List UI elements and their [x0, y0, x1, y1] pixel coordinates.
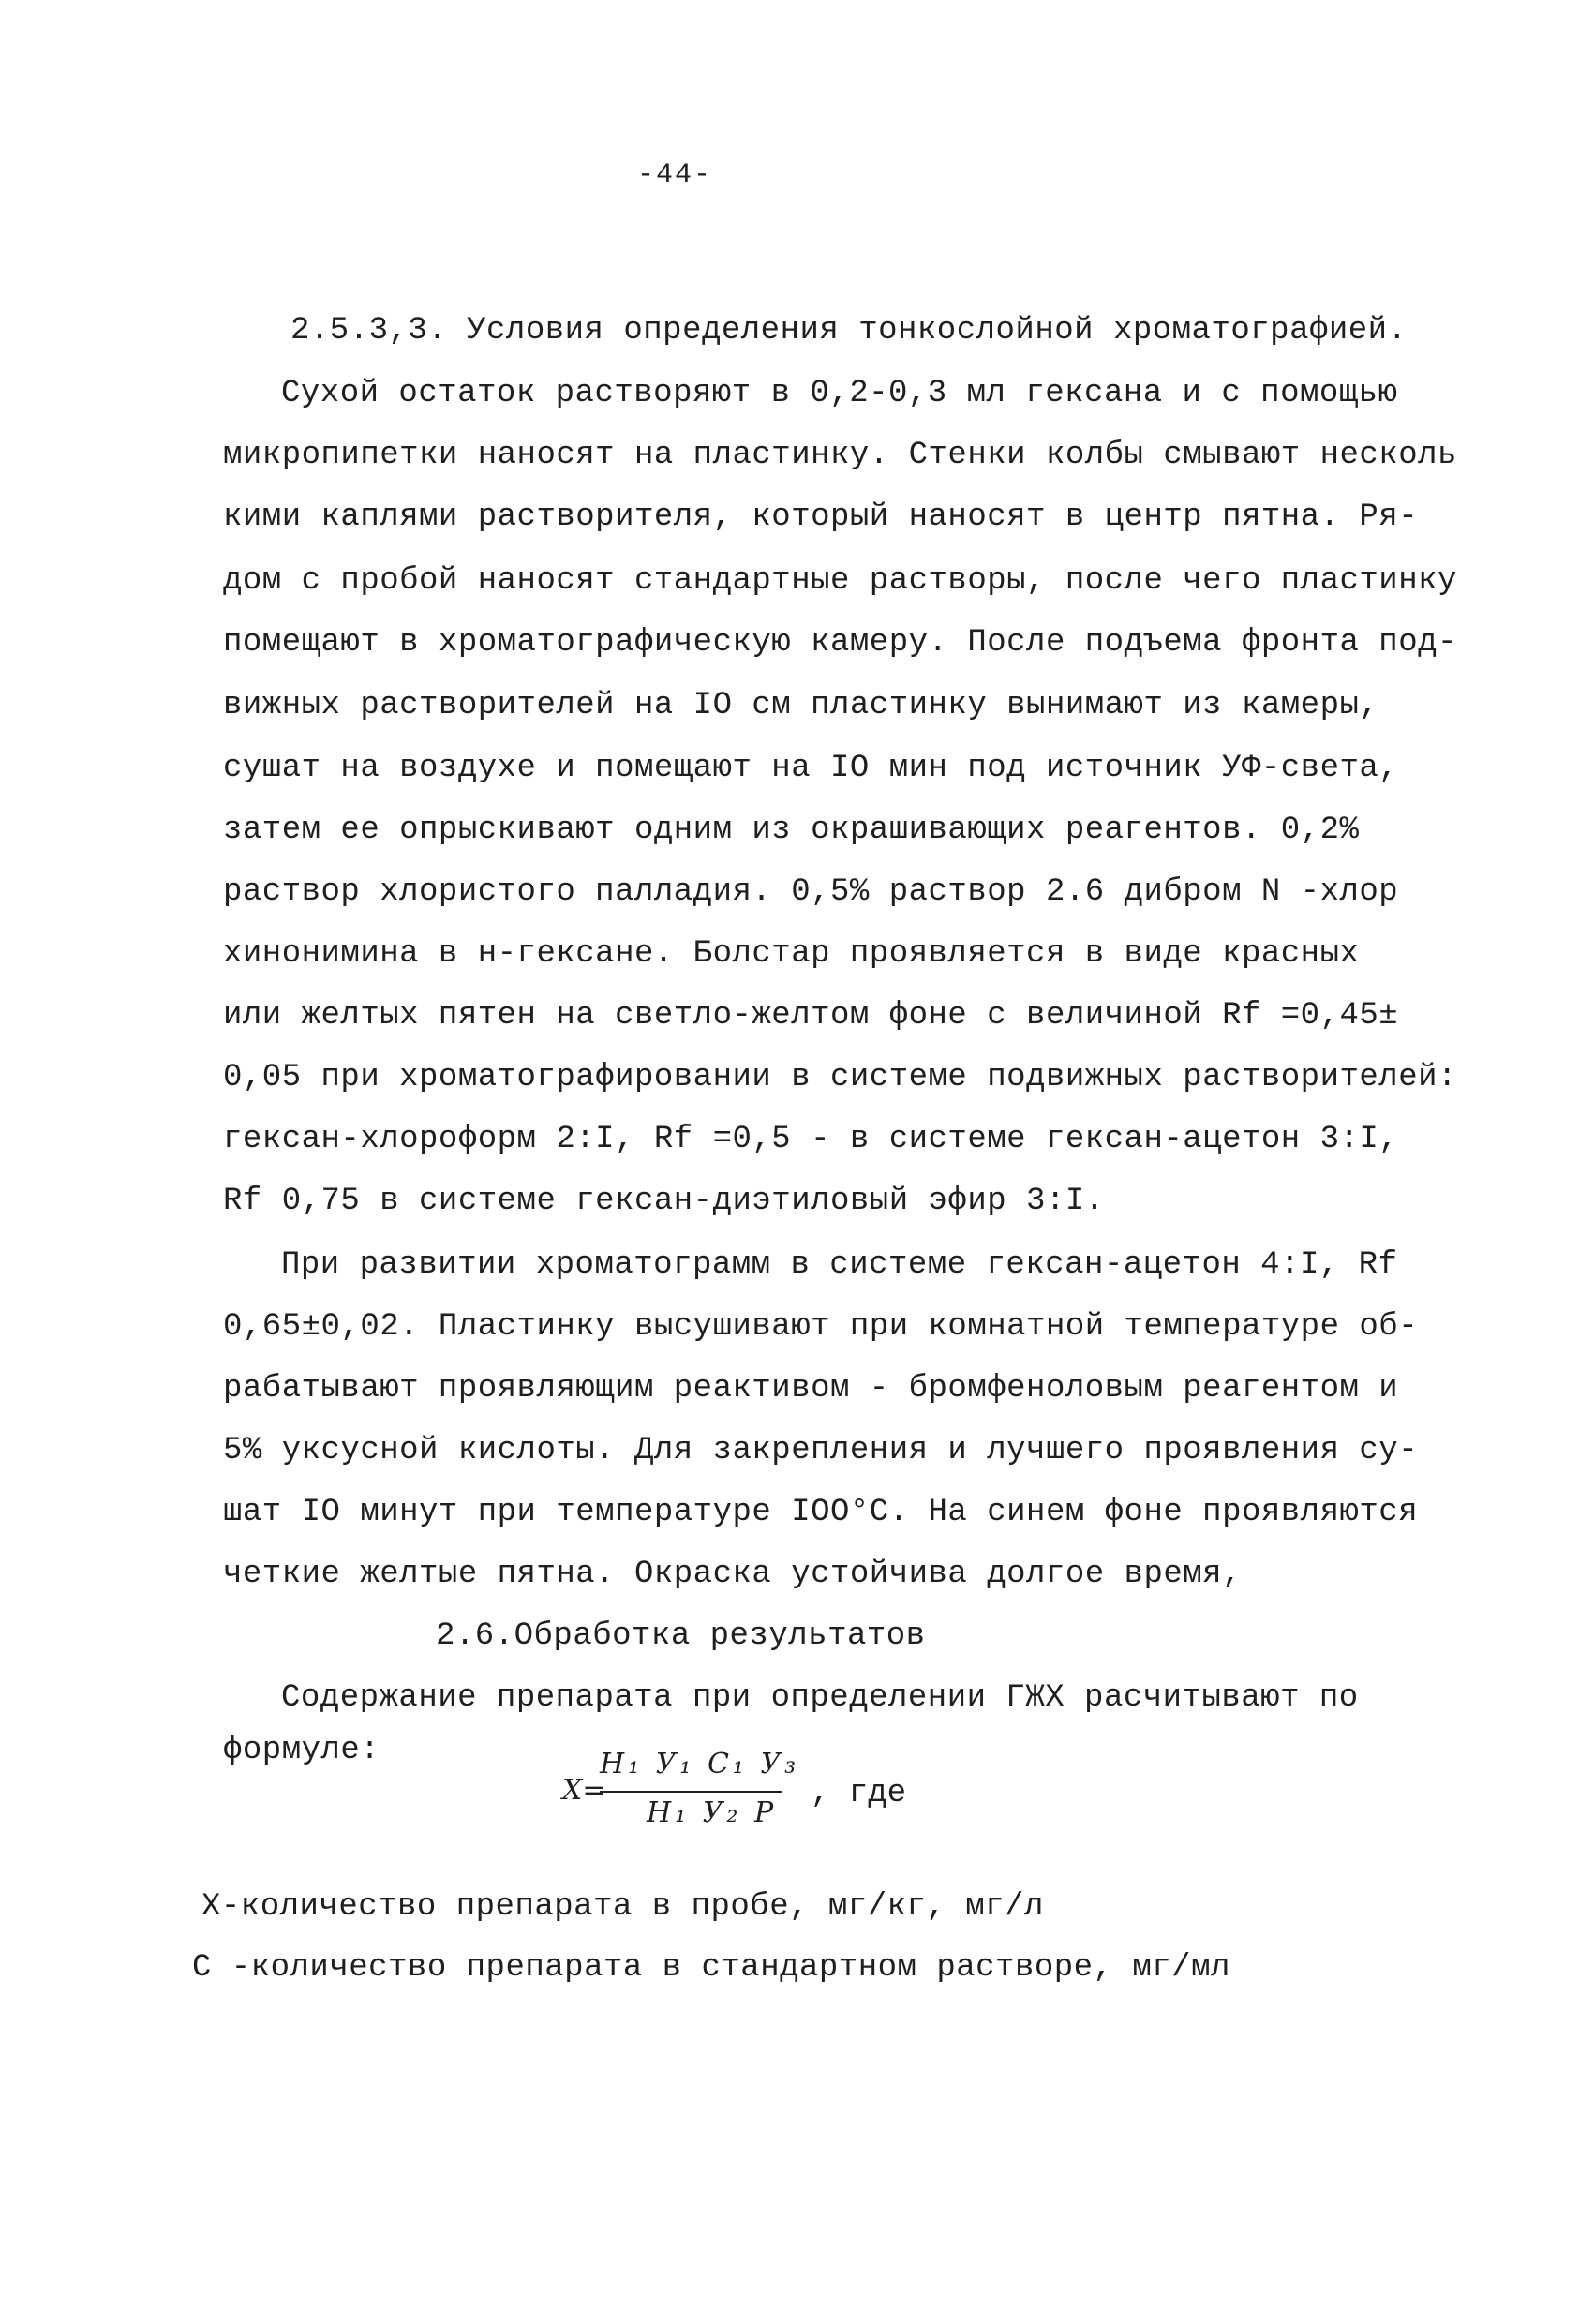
text-line: Содержание препарата при определении ГЖХ расчитывают по	[281, 1680, 1359, 1716]
formula-denominator: H₁ У₂ P	[647, 1796, 778, 1829]
page-number: -44-	[636, 159, 712, 191]
section-heading: 2.5.3,3. Условия определения тонкослойной хроматографией.	[290, 313, 1408, 349]
text-line: 0,65±0,02. Пластинку высушивают при комнатной температуре об-	[223, 1309, 1419, 1345]
text-line: формуле:	[223, 1733, 380, 1768]
text-line: хинонимина в н-гексане. Болстар проявляется в виде красных	[223, 936, 1360, 972]
text-line: затем ее опрыскивают одним из окрашивающих реагентов. 0,2%	[223, 812, 1360, 848]
text-line: гексан-хлороформ 2:I, Rf =0,5 - в системе гексан-ацетон 3:I,	[223, 1122, 1399, 1157]
text-line: вижных растворителей на IO см пластинку вынимают из камеры,	[223, 688, 1379, 723]
formula-suffix: , где	[811, 1776, 907, 1811]
text-line: четкие желтые пятна. Окраска устойчива долгое время,	[223, 1557, 1242, 1592]
text-line: микропипетки наносят на пластинку. Стенки колбы смывают несколь	[223, 438, 1457, 473]
text-line: кими каплями растворителя, который наносят в центр пятна. Ря-	[223, 499, 1419, 535]
text-line: дом с пробой наносят стандартные растворы, после чего пластинку	[223, 563, 1457, 599]
definition-line: X-количество препарата в пробе, мг/кг, мг/л	[201, 1889, 1044, 1925]
text-line: рабатывают проявляющим реактивом - бромфеноловым реагентом и	[223, 1371, 1399, 1407]
text-line: Rf 0,75 в системе гексан-диэтиловый эфир 3:I.	[223, 1184, 1105, 1219]
text-line: раствор хлористого палладия. 0,5% раствор 2.6 дибром N -хлор	[223, 874, 1399, 910]
text-line: помещают в хроматографическую камеру. После подъема фронта под-	[223, 625, 1457, 661]
text-line: При развитии хроматограмм в системе гексан-ацетон 4:I, Rf	[281, 1247, 1398, 1283]
formula-lhs: X=	[562, 1774, 606, 1807]
section-heading: 2.6.Обработка результатов	[436, 1618, 926, 1654]
text-line: Сухой остаток растворяют в 0,2-0,3 мл гексана и с помощью	[281, 376, 1398, 411]
fraction-bar	[600, 1791, 782, 1793]
text-line: 0,05 при хроматографировании в системе подвижных растворителей:	[223, 1060, 1457, 1095]
formula-numerator: H₁ У₁ C₁ У₃	[600, 1748, 800, 1780]
formula	[562, 1748, 1031, 1851]
text-line: 5% уксусной кислоты. Для закрепления и лучшего проявления су-	[223, 1433, 1419, 1468]
text-line: сушат на воздухе и помещают на IO мин под источник УФ-света,	[223, 751, 1399, 786]
text-line: шат IO минут при температуре IOO°C. На синем фоне проявляются	[223, 1495, 1419, 1530]
definition-line: C -количество препарата в стандартном растворе, мг/мл	[192, 1950, 1230, 1986]
text-line: или желтых пятен на светло-желтом фоне с величиной Rf =0,45±	[223, 998, 1399, 1034]
